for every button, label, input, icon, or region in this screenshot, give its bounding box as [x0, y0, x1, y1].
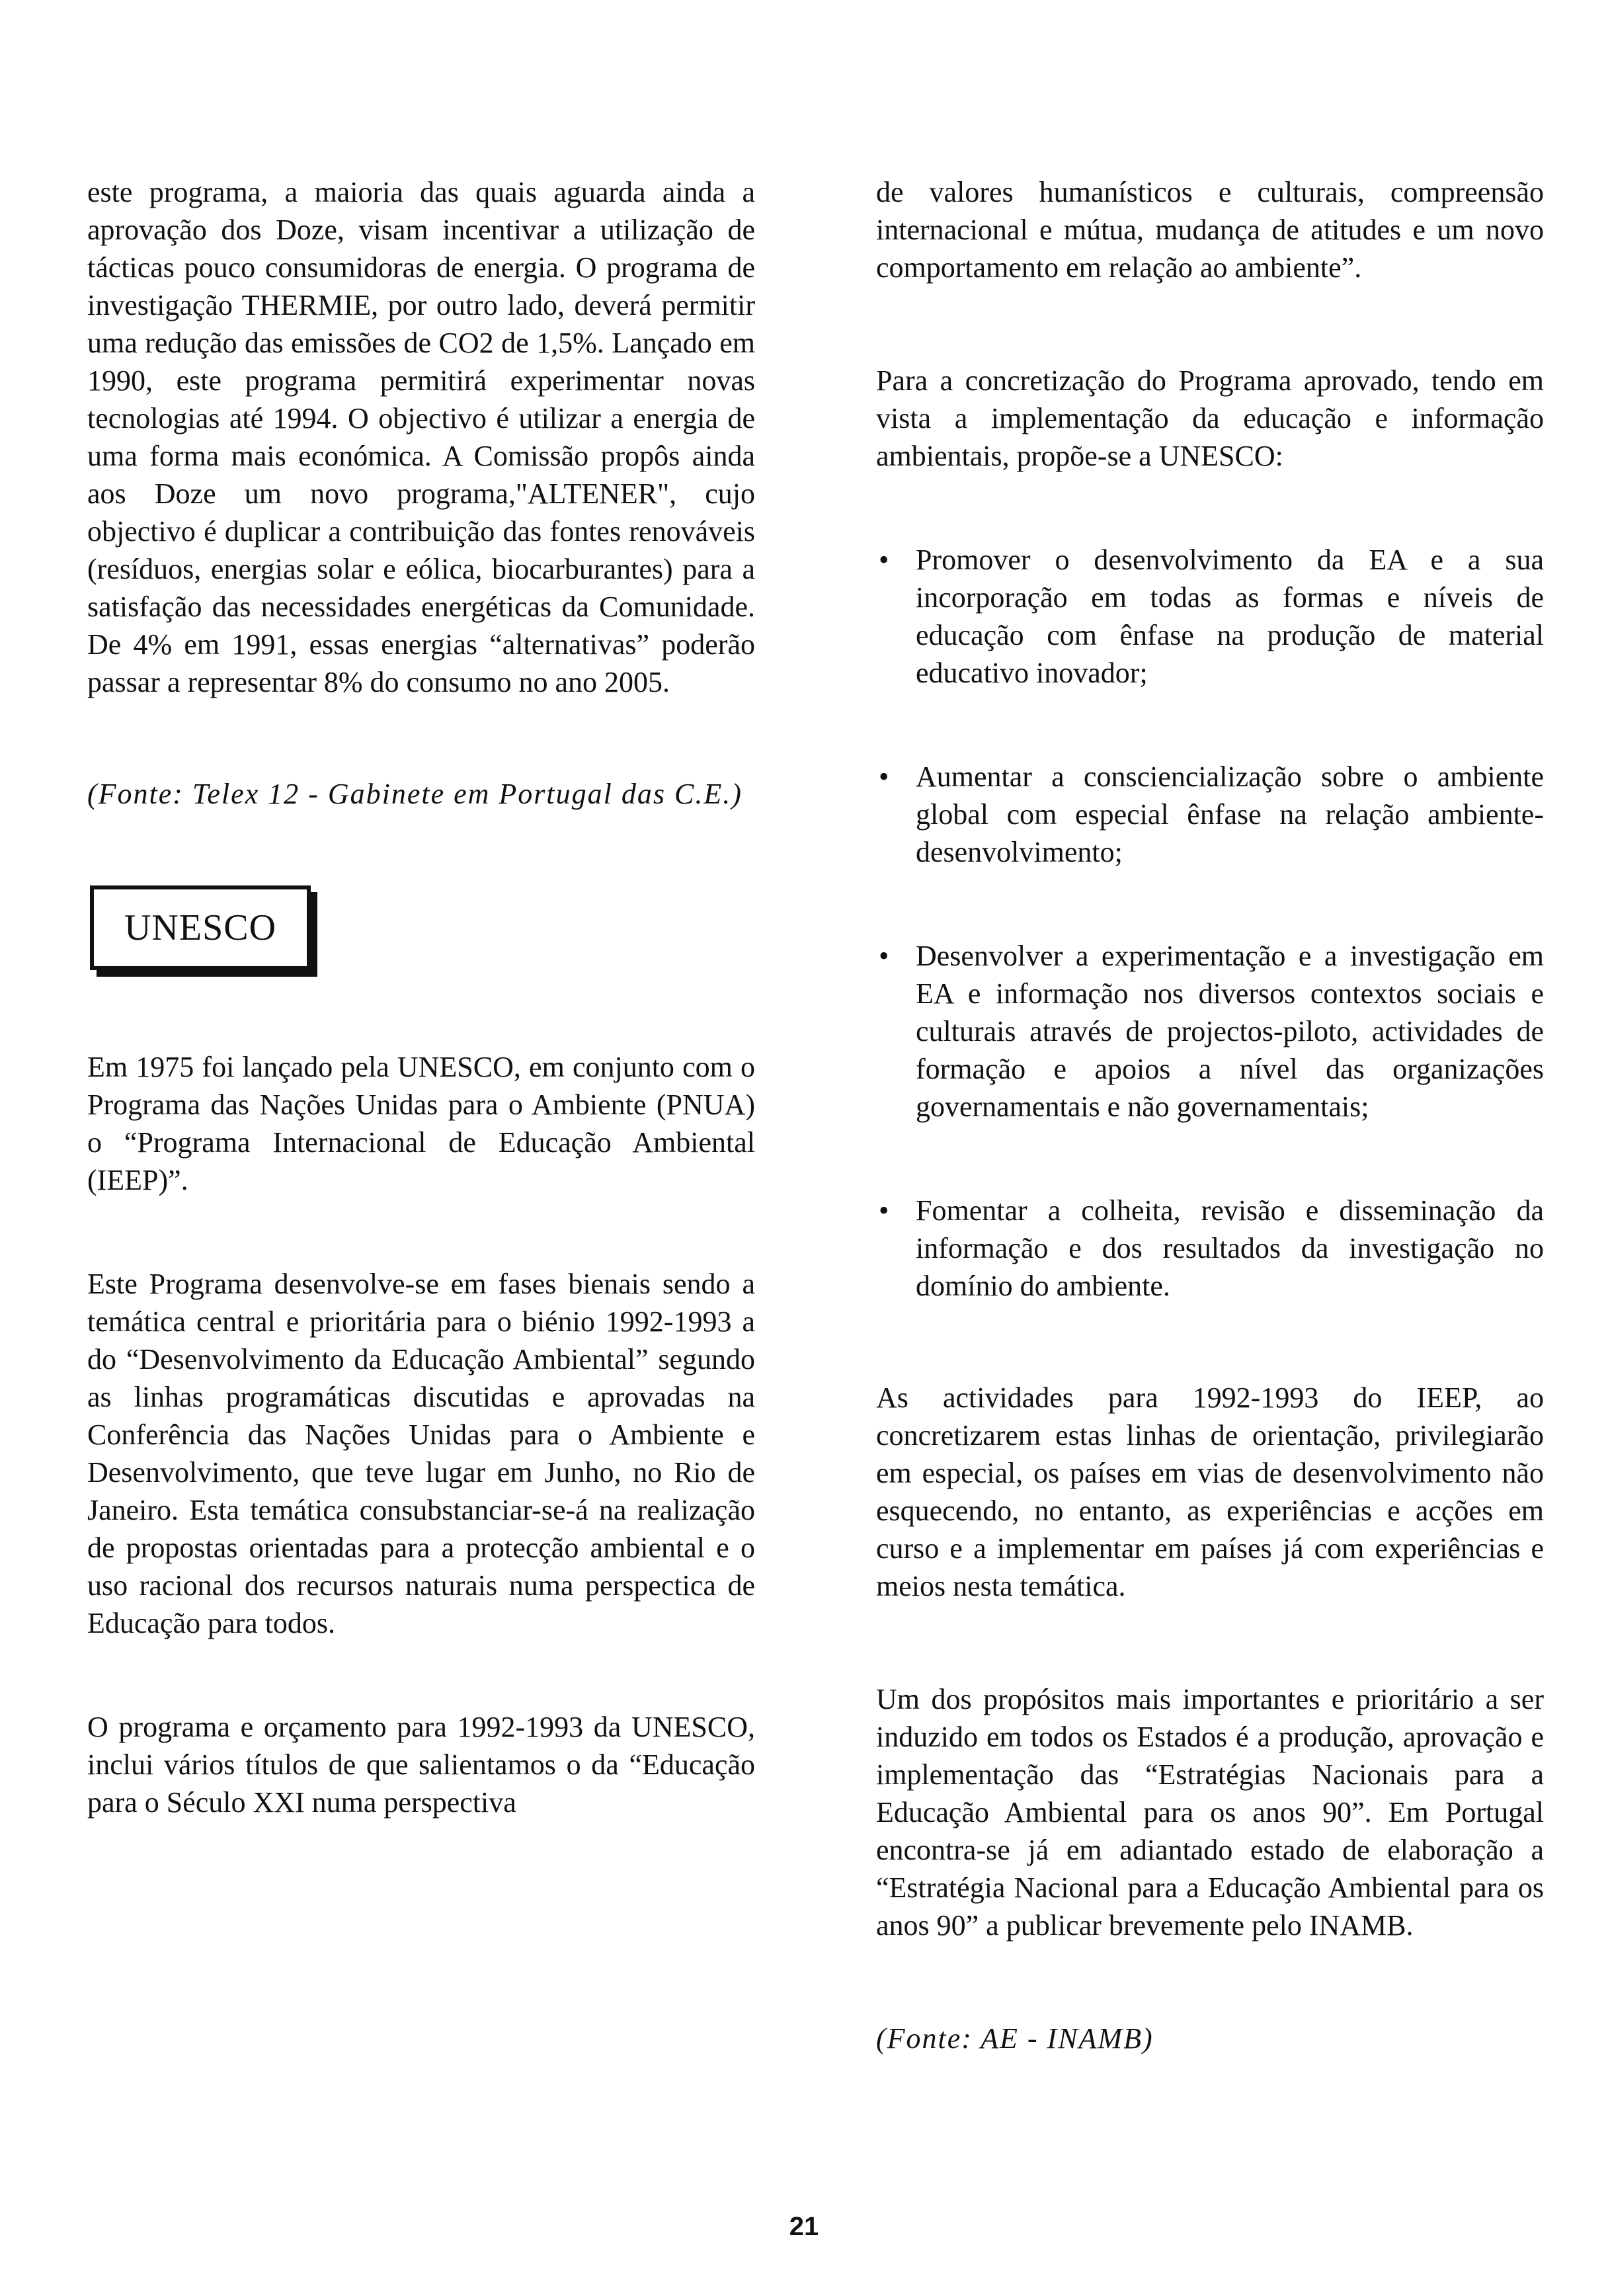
paragraph-national-strategies: Um dos propósitos mais importantes e prioritário a ser induzido em todos os Estados é a produção, aprovação e implementação das “Estratégias Nacionais para a Educação Ambiental para os anos 90”. Em Portugal encontra-se já em adiantado estado de elaboração a “Estratégia Nacional para a Educação Ambiental para os anos 90” a publicar brevemente pelo INAMB.	[876, 1683, 1544, 1942]
page-number: 21	[789, 2212, 819, 2241]
paragraph-energy-programs: este programa, a maioria das quais aguarda ainda a aprovação dos Doze, visam incentivar a utilização de tácticas pouco consumidoras de energia. O programa de investigação THERMIE, por outro lado, deverá permitir uma redução das emissões de CO2 de 1,5%. Lançado em 1990, este programa permitirá experimentar novas tecnologias até 1994. O objectivo é utilizar a energia de uma forma mais económica. A Comissão propôs ainda aos Doze um novo programa,"ALTENER", cujo objectivo é duplicar a contribuição das fontes renováveis (resíduos, energias solar e eólica, biocarburantes) para a satisfação das necessidades energéticas da Comunidade. De 4% em 1991, essas energias “alternativas” poderão passar a representar 8% do consumo no ano 2005.	[87, 176, 755, 698]
paragraph-ieep-launch: Em 1975 foi lançado pela UNESCO, em conjunto com o Programa das Nações Unidas para o Ambiente (PNUA) o “Programa Internacional de Educação Ambiental (IEEP)”.	[87, 1051, 755, 1196]
list-item: • Aumentar a consciencialização sobre o ambiente global com especial ênfase na relação ambiente-desenvolvimento;	[876, 758, 1544, 871]
right-column	[876, 173, 1544, 2057]
bullet-icon: •	[879, 760, 889, 793]
paragraph-program-phases: Este Programa desenvolve-se em fases bienais sendo a temática central e prioritária para o biénio 1992-1993 a do “Desenvolvimento da Educação Ambiental” segundo as linhas programáticas discutidas e aprovadas na Conferência das Nações Unidas para o Ambiente e Desenvolvimento, que teve lugar em Junho, no Rio de Janeiro. Esta temática consubstanciar-se-á na realização de propostas orientadas para a protecção ambiental e o uso racional dos recursos naturais numa perspectica de Educação para todos.	[87, 1268, 755, 1639]
left-column	[87, 173, 755, 1821]
paragraph-values: de valores humanísticos e culturais, compreensão internacional e mútua, mudança de atitudes e um novo comportamento em relação ao ambiente”.	[876, 176, 1544, 284]
bullet-icon: •	[879, 544, 889, 576]
list-item: • Fomentar a colheita, revisão e disseminação da informação e dos resultados da investigação no domínio do ambiente.	[876, 1192, 1544, 1305]
paragraph-implementation: Para a concretização do Programa aprovado, tendo em vista a implementação da educação e informação ambientais, propõe-se a UNESCO:	[876, 364, 1544, 472]
bullet-icon: •	[879, 940, 889, 972]
bullet-icon: •	[879, 1194, 889, 1227]
source-citation-telex: (Fonte: Telex 12 - Gabinete em Portugal das C.E.)	[87, 778, 743, 810]
list-item: • Desenvolver a experimentação e a investigação em EA e informação nos diversos contextos sociais e culturais através de projectos-piloto, actividades de formação e apoios a nível das organizações governamentais e não governamentais;	[876, 937, 1544, 1126]
section-heading-box	[90, 885, 311, 970]
proposal-list	[876, 541, 1544, 1305]
section-heading: UNESCO	[124, 907, 277, 948]
source-citation-inamb: (Fonte: AE - INAMB)	[876, 2022, 1154, 2055]
paragraph-ieep-activities: As actividades para 1992-1993 do IEEP, ao concretizarem estas linhas de orientação, privilegiarão em especial, os países em vias de desenvolvimento não esquecendo, no entanto, as experiências e acções em curso e a implementar em países já com experiências e meios nesta temática.	[876, 1381, 1544, 1602]
list-item: • Promover o desenvolvimento da EA e a sua incorporação em todas as formas e níveis de educação com ênfase na produção de material educativo inovador;	[876, 541, 1544, 692]
paragraph-budget: O programa e orçamento para 1992-1993 da UNESCO, inclui vários títulos de que salientamos o da “Educação para o Século XXI numa perspectiva	[87, 1711, 755, 1819]
